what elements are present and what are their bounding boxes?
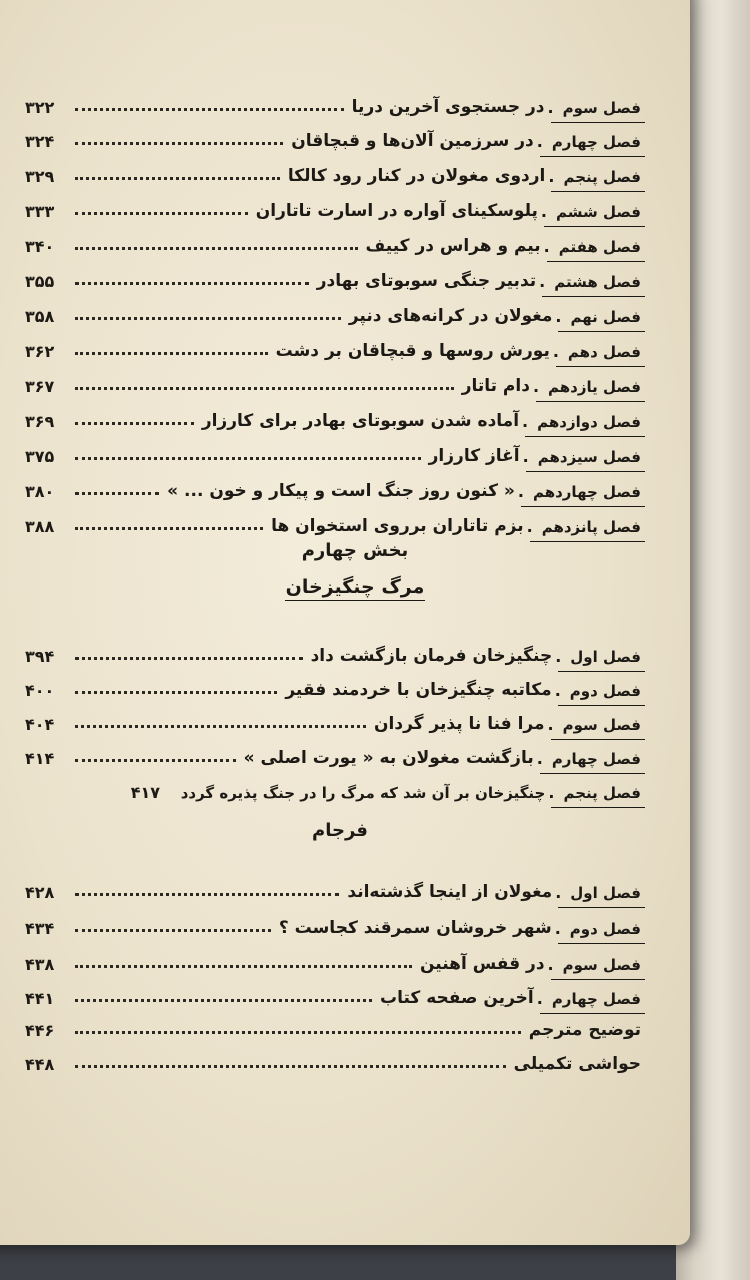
leader-dots bbox=[75, 315, 341, 320]
page-number: ۴۱۷ bbox=[130, 783, 160, 802]
page-number: ۳۶۹ bbox=[25, 412, 55, 431]
epilogue-heading: فرجام bbox=[312, 820, 368, 841]
chapter-label: فصل سوم bbox=[557, 99, 645, 119]
toc-entry: فصل سوم . مرا فنا نا پذیر گردان ۴۰۴ bbox=[25, 702, 645, 736]
toc-entry: فصل سیزدهم . آغاز کارزار ۳۷۵ bbox=[25, 434, 645, 468]
page-number: ۳۲۲ bbox=[25, 98, 55, 117]
chapter-title: آماده شدن سوبوتای بهادر برای کارزار bbox=[201, 411, 520, 431]
leader-dots bbox=[75, 140, 283, 145]
toc-entry: فصل چهارم . در سرزمین آلان‌ها و قبچاقان ۳۲۴ bbox=[25, 119, 645, 153]
chapter-title: مغولان در کرانه‌های دنپر bbox=[348, 306, 553, 326]
leader-dots bbox=[75, 1063, 506, 1068]
leader-dots bbox=[75, 927, 271, 932]
chapter-label: فصل ششم bbox=[550, 203, 645, 223]
chapter-title: در قفس آهنین bbox=[420, 954, 545, 974]
leader-dots bbox=[75, 175, 280, 180]
toc-entry: فصل دوم . شهر خروشان سمرقند کجاست ؟ ۴۳۴ bbox=[25, 906, 645, 940]
leader-dots bbox=[75, 655, 303, 660]
toc-entry: فصل پنجم . اردوی مغولان در کنار رود کالکا ۳۲۹ bbox=[25, 154, 645, 188]
page-number: ۳۴۰ bbox=[25, 237, 55, 256]
chapter-label: فصل دهم bbox=[562, 343, 645, 363]
leader-dots bbox=[75, 1029, 521, 1034]
chapter-title: بزم تاتاران برروی استخوان ها bbox=[271, 516, 524, 536]
toc-entry: فصل دوازدهم . آماده شدن سوبوتای بهادر برای کارزار ۳۶۹ bbox=[25, 399, 645, 433]
chapter-label: فصل چهاردهم bbox=[527, 483, 645, 503]
page-number: ۴۰۴ bbox=[25, 715, 55, 734]
page-number: ۳۷۵ bbox=[25, 447, 55, 466]
chapter-title: شهر خروشان سمرقند کجاست ؟ bbox=[278, 918, 552, 938]
leader-dots bbox=[75, 997, 372, 1002]
page-number: ۳۵۸ bbox=[25, 307, 55, 326]
leader-dots bbox=[75, 891, 339, 896]
page-number: ۴۴۶ bbox=[25, 1021, 55, 1040]
chapter-label: فصل اول bbox=[564, 884, 645, 904]
chapter-title: حواشی تکمیلی bbox=[513, 1054, 641, 1074]
page-number: ۳۳۳ bbox=[25, 202, 55, 221]
chapter-title: توضیح مترجم bbox=[528, 1020, 641, 1040]
chapter-title: پلوسکینای آواره در اسارت تاتاران bbox=[255, 201, 538, 221]
chapter-title: مرا فنا نا پذیر گردان bbox=[374, 714, 545, 734]
chapter-title: بازگشت مغولان به « یورت اصلی » bbox=[243, 748, 534, 768]
leader-dots bbox=[75, 106, 344, 111]
chapter-label: فصل هفتم bbox=[553, 238, 645, 258]
chapter-title: در جستجوی آخرین دریا bbox=[351, 97, 545, 117]
toc-entry: فصل چهاردهم . « کنون روز جنگ است و پیکار و خون ... » ۳۸۰ bbox=[25, 469, 645, 503]
page-number: ۳۲۹ bbox=[25, 167, 55, 186]
toc-entry: فصل اول . چنگیزخان فرمان بازگشت داد ۳۹۴ bbox=[25, 634, 645, 668]
leader-dots bbox=[75, 757, 236, 762]
toc-entry: فصل نهم . مغولان در کرانه‌های دنپر ۳۵۸ bbox=[25, 294, 645, 328]
leader-dots bbox=[75, 350, 268, 355]
page-number: ۴۳۴ bbox=[25, 919, 55, 938]
chapter-label: فصل نهم bbox=[564, 308, 645, 328]
toc-entry: فصل هشتم . تدبیر جنگی سوبوتای بهادر ۳۵۵ bbox=[25, 259, 645, 293]
leader-dots bbox=[75, 210, 248, 215]
chapter-title: اردوی مغولان در کنار رود کالکا bbox=[287, 166, 546, 186]
toc-entry: فصل چهارم . بازگشت مغولان به « یورت اصلی » ۴۱۴ bbox=[25, 736, 645, 770]
chapter-label: فصل اول bbox=[564, 648, 645, 668]
toc-entry: فصل پانزدهم . بزم تاتاران برروی استخوان ها ۳۸۸ bbox=[25, 504, 645, 538]
chapter-label: فصل یازدهم bbox=[542, 378, 645, 398]
chapter-label: فصل سوم bbox=[557, 716, 645, 736]
toc-entry bbox=[25, 1042, 645, 1076]
chapter-title: در سرزمین آلان‌ها و قبچاقان bbox=[291, 131, 534, 151]
page-number: ۳۹۴ bbox=[25, 647, 55, 666]
chapter-label: فصل پانزدهم bbox=[536, 518, 645, 538]
leader-dots bbox=[75, 455, 421, 460]
page-number: ۳۲۴ bbox=[25, 132, 55, 151]
chapter-label: فصل چهارم bbox=[546, 990, 645, 1010]
leader-dots bbox=[75, 490, 159, 495]
chapter-label: فصل سیزدهم bbox=[532, 448, 645, 468]
chapter-title: چنگیزخان فرمان بازگشت داد bbox=[310, 646, 553, 666]
chapter-label: فصل چهارم bbox=[546, 133, 645, 153]
page-number: ۴۰۰ bbox=[25, 681, 55, 700]
part-heading: بخش چهارم bbox=[301, 540, 409, 561]
toc-entry: فصل یازدهم . دام تاتار ۳۶۷ bbox=[25, 364, 645, 398]
page-number: ۴۴۱ bbox=[25, 989, 55, 1008]
leader-dots bbox=[75, 245, 358, 250]
part-subheading: مرگ چنگیزخان bbox=[0, 576, 730, 601]
chapter-label: فصل پنجم bbox=[557, 784, 645, 804]
leader-dots bbox=[75, 723, 366, 728]
chapter-title: دام تاتار bbox=[461, 376, 530, 396]
chapter-title: تدبیر جنگی سوبوتای بهادر bbox=[316, 271, 537, 291]
chapter-label: فصل دوازدهم bbox=[531, 413, 645, 433]
page-number: ۳۶۷ bbox=[25, 377, 55, 396]
chapter-label: فصل پنجم bbox=[557, 168, 645, 188]
toc-entry: فصل هفتم . بیم و هراس در کییف ۳۴۰ bbox=[25, 224, 645, 258]
chapter-label: فصل هشتم bbox=[548, 273, 645, 293]
chapter-label: فصل دوم bbox=[564, 920, 645, 940]
toc-entry: فصل اول . مغولان از اینجا گذشته‌اند ۴۲۸ bbox=[25, 870, 645, 904]
page-number: ۳۸۰ bbox=[25, 482, 55, 501]
chapter-title: آخرین صفحه کتاب bbox=[380, 988, 534, 1008]
chapter-label: فصل چهارم bbox=[546, 750, 645, 770]
page-number: ۳۸۸ bbox=[25, 517, 55, 536]
leader-dots bbox=[75, 689, 277, 694]
leader-dots bbox=[75, 525, 263, 530]
toc-entry: فصل سوم . در قفس آهنین ۴۳۸ bbox=[25, 942, 645, 976]
toc-entry: فصل دوم . مکاتبه چنگیزخان با خردمند فقیر ۴۰۰ bbox=[25, 668, 645, 702]
chapter-title: مکاتبه چنگیزخان با خردمند فقیر bbox=[285, 680, 552, 700]
toc-entry bbox=[25, 1008, 645, 1042]
page-number: ۴۲۸ bbox=[25, 883, 55, 902]
chapter-label: فصل سوم bbox=[557, 956, 645, 976]
toc-entry: فصل ششم . پلوسکینای آواره در اسارت تاتاران ۳۳۳ bbox=[25, 189, 645, 223]
page-number: ۴۳۸ bbox=[25, 955, 55, 974]
chapter-title: بیم و هراس در کییف bbox=[365, 236, 541, 256]
leader-dots bbox=[75, 963, 412, 968]
chapter-title: مغولان از اینجا گذشته‌اند bbox=[347, 882, 553, 902]
page-number: ۴۴۸ bbox=[25, 1055, 55, 1074]
leader-dots bbox=[75, 420, 194, 425]
leader-dots bbox=[75, 280, 309, 285]
toc-entry: فصل سوم . در جستجوی آخرین دریا ۳۲۲ bbox=[25, 85, 645, 119]
chapter-title: یورش روسها و قبچاقان بر دشت bbox=[275, 341, 550, 361]
toc-entry: فصل پنجم . چنگیزخان بر آن شد که مرگ را در جنگ پذیره گردد ۴۱۷ bbox=[25, 770, 645, 804]
chapter-title: چنگیزخان بر آن شد که مرگ را در جنگ پذیره گردد bbox=[180, 784, 546, 802]
page-number: ۳۵۵ bbox=[25, 272, 55, 291]
chapter-title: « کنون روز جنگ است و پیکار و خون ... » bbox=[167, 481, 515, 501]
page-number: ۴۱۴ bbox=[25, 749, 55, 768]
toc-entry: فصل چهارم . آخرین صفحه کتاب ۴۴۱ bbox=[25, 976, 645, 1010]
page-number: ۳۶۲ bbox=[25, 342, 55, 361]
chapter-label: فصل دوم bbox=[564, 682, 645, 702]
leader-dots bbox=[75, 385, 454, 390]
chapter-title: آغاز کارزار bbox=[428, 446, 520, 466]
toc-entry: فصل دهم . یورش روسها و قبچاقان بر دشت ۳۶۲ bbox=[25, 329, 645, 363]
